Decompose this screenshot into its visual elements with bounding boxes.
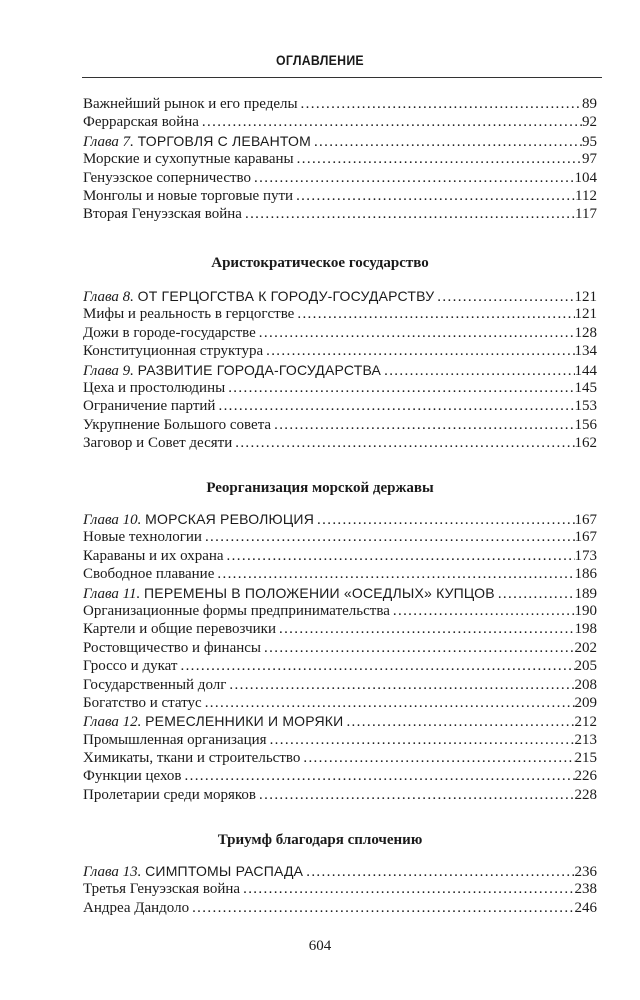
entry-title: Заговор и Совет десяти: [83, 435, 233, 452]
toc-entry: [83, 639, 597, 657]
dot-leader: [267, 731, 575, 749]
dot-leader: [225, 379, 574, 397]
page-ref: 226: [574, 768, 597, 785]
page-ref: 190: [574, 602, 597, 619]
chapter-title: РАЗВИТИЕ ГОРОДА-ГОСУДАРСТВА: [137, 361, 382, 378]
page-ref: 205: [574, 658, 597, 675]
toc-entry: [83, 620, 597, 638]
entry-title: Ростовщичество и финансы: [83, 639, 262, 656]
page-ref: 112: [575, 187, 597, 204]
toc-entry: [83, 305, 597, 323]
toc-entry: [83, 113, 597, 131]
page-ref: 215: [574, 750, 597, 767]
page-ref: 167: [574, 529, 597, 546]
dot-leader: [495, 585, 575, 602]
toc-entry: [83, 602, 597, 620]
dot-leader: [215, 397, 574, 415]
running-head: ОГЛАВЛЕНИЕ: [276, 52, 364, 68]
entry-title: Андреа Дандоло: [83, 899, 190, 916]
chapter-title: ТОРГОВЛЯ С ЛЕВАНТОМ: [137, 132, 311, 149]
toc-entry: [83, 324, 597, 342]
section-heading: Триумф благодаря сплочению: [217, 832, 423, 848]
dot-leader: [177, 657, 574, 675]
dot-leader: [311, 133, 582, 150]
toc-chapter-entry: [83, 584, 597, 602]
entry-title: Третья Генуэзская война: [83, 881, 241, 898]
dot-leader: [202, 694, 575, 712]
toc-chapter-entry: [83, 361, 597, 379]
page-ref: 144: [574, 362, 597, 379]
dot-leader: [182, 767, 575, 785]
page-ref: 212: [574, 714, 597, 731]
page-ref: 186: [574, 566, 597, 583]
toc-chapter-entry: [83, 510, 597, 528]
entry-title: Государственный долг: [83, 676, 227, 693]
toc-entry: [83, 397, 597, 415]
chapter-title: МОРСКАЯ РЕВОЛЮЦИЯ: [145, 511, 315, 527]
entry-title: Укрупнение Большого совета: [83, 416, 272, 433]
page-ref: 209: [574, 694, 597, 711]
toc-entry: [83, 657, 597, 675]
chapter-number: Глава 13.: [83, 864, 142, 880]
dot-leader: [226, 676, 574, 694]
entry-title: Функции цехов: [83, 768, 182, 785]
page-ref: 213: [574, 731, 597, 748]
dot-leader: [242, 205, 575, 223]
toc-entry: [83, 205, 597, 223]
toc-entry: [83, 416, 597, 434]
dot-leader: [343, 713, 574, 730]
chapter-number: Глава 8.: [83, 289, 134, 305]
page-ref: 189: [574, 585, 597, 602]
toc-entry: [83, 187, 597, 205]
toc-entry: [83, 880, 597, 898]
page-ref: 246: [574, 899, 597, 916]
dot-leader: [434, 288, 574, 305]
page-ref: 128: [574, 324, 597, 341]
entry-title: Караваны и их охрана: [83, 547, 224, 564]
page-ref: 156: [574, 416, 597, 433]
entry-title: Свободное плавание: [83, 566, 215, 583]
chapter-number: Глава 9.: [83, 362, 134, 379]
entry-title: Важнейший рынок и его пределы: [83, 96, 298, 112]
dot-leader: [256, 324, 575, 342]
entry-title: [83, 361, 381, 379]
toc-entry: [83, 547, 597, 565]
dot-leader: [294, 305, 574, 323]
entry-title: Генуэзское соперничество: [83, 169, 252, 186]
chapter-number: Глава 7.: [83, 133, 134, 150]
entry-title: [83, 712, 343, 730]
entry-title: Монголы и новые торговые пути: [83, 187, 294, 204]
dot-leader: [298, 95, 582, 113]
chapter-number: Глава 11.: [83, 585, 141, 602]
dot-leader: [390, 602, 575, 620]
page-number: 604: [308, 938, 332, 954]
toc-section-3: [83, 510, 597, 804]
dot-leader: [381, 362, 574, 379]
dot-leader: [293, 187, 575, 205]
page-ref: 153: [574, 398, 597, 415]
header-rule: [82, 77, 602, 78]
chapter-title: ОТ ГЕРЦОГСТВА К ГОРОДУ-ГОСУДАРСТВУ: [137, 288, 435, 304]
page-ref: 104: [574, 169, 597, 186]
dot-leader: [240, 880, 574, 898]
dot-leader: [232, 434, 574, 452]
chapter-title: СИМПТОМЫ РАСПАДА: [145, 863, 304, 879]
entry-title: Гроссо и дукат: [83, 658, 178, 675]
dot-leader: [224, 547, 575, 565]
toc-chapter-entry: [83, 862, 597, 880]
toc-chapter-entry: [83, 712, 597, 730]
toc-section-1: [83, 95, 597, 224]
dot-leader: [189, 899, 574, 917]
entry-title: Конституционная структура: [83, 343, 264, 360]
toc-entry: [83, 434, 597, 452]
section-heading: Реорганизация морской державы: [206, 480, 434, 496]
page-ref: 134: [574, 343, 597, 360]
dot-leader: [300, 749, 574, 767]
dot-leader: [251, 169, 574, 187]
chapter-number: Глава 12.: [83, 714, 142, 731]
page-ref: 228: [574, 786, 597, 803]
page-ref: 117: [575, 206, 597, 223]
toc-entry: [83, 565, 597, 583]
page-ref: 145: [574, 379, 597, 396]
page-ref: 162: [574, 435, 597, 452]
entry-title: Новые технологии: [83, 529, 202, 546]
chapter-title: ПЕРЕМЕНЫ В ПОЛОЖЕНИИ «ОСЕДЛЫХ» КУПЦОВ: [144, 584, 495, 601]
toc-chapter-entry: [83, 132, 597, 150]
dot-leader: [314, 511, 574, 528]
dot-leader: [294, 150, 582, 168]
chapter-number: Глава 10.: [83, 512, 142, 528]
toc-entry: [83, 749, 597, 767]
toc-entry: [83, 342, 597, 360]
chapter-title: РЕМЕСЛЕННИКИ И МОРЯКИ: [145, 713, 344, 730]
toc-entry: [83, 676, 597, 694]
page-ref: 97: [582, 151, 597, 168]
dot-leader: [214, 565, 574, 583]
entry-title: [83, 132, 311, 150]
page-ref: 92: [582, 114, 597, 131]
page-ref: 89: [582, 96, 597, 112]
dot-leader: [199, 113, 582, 131]
toc-entry: [83, 767, 597, 785]
dot-leader: [271, 416, 574, 434]
page-ref: 202: [574, 639, 597, 656]
page-ref: 208: [574, 676, 597, 693]
entry-title: Ограничение партий: [83, 398, 216, 415]
entry-title: Пролетарии среди моряков: [83, 786, 257, 803]
entry-title: Морские и сухопутные караваны: [83, 151, 294, 168]
entry-title: Вторая Генуэзская война: [83, 206, 242, 223]
dot-leader: [256, 786, 574, 804]
entry-title: Химикаты, ткани и строительство: [83, 750, 301, 767]
toc-entry: [83, 731, 597, 749]
entry-title: Феррарская война: [83, 114, 199, 131]
page-ref: 238: [574, 881, 597, 898]
entry-title: [83, 287, 434, 305]
entry-title: Дожи в городе-государстве: [83, 324, 256, 341]
entry-title: [83, 584, 495, 602]
dot-leader: [276, 620, 575, 638]
dot-leader: [261, 639, 574, 657]
entry-title: Организационные формы предпринимательства: [83, 602, 390, 619]
page-ref: 121: [574, 306, 597, 323]
entry-title: Картели и общие перевозчики: [83, 621, 276, 638]
toc-entry: [83, 150, 597, 168]
page-ref: 173: [574, 547, 597, 564]
toc-section-4: [83, 862, 597, 917]
section-heading: Аристократическое государство: [211, 255, 429, 271]
dot-leader: [263, 342, 574, 360]
toc-entry: [83, 379, 597, 397]
entry-title: Цеха и простолюдины: [83, 379, 226, 396]
dot-leader: [202, 528, 575, 546]
page-ref: 198: [574, 621, 597, 638]
toc-entry: [83, 169, 597, 187]
entry-title: Богатство и статус: [83, 694, 202, 711]
toc-entry: [83, 528, 597, 546]
toc-entry: [83, 95, 597, 113]
toc-entry: [83, 694, 597, 712]
entry-title: [83, 862, 303, 880]
entry-title: Мифы и реальность в герцогстве: [83, 306, 295, 323]
toc-chapter-entry: [83, 287, 597, 305]
entry-title: [83, 510, 314, 528]
page-ref: 167: [574, 512, 597, 528]
entry-title: Промышленная организация: [83, 731, 267, 748]
page-ref: 95: [582, 133, 597, 150]
page-ref: 121: [574, 289, 597, 305]
page-ref: 236: [574, 864, 597, 880]
toc-section-2: [83, 287, 597, 453]
toc-entry: [83, 786, 597, 804]
dot-leader: [303, 863, 574, 880]
toc-entry: [83, 899, 597, 917]
